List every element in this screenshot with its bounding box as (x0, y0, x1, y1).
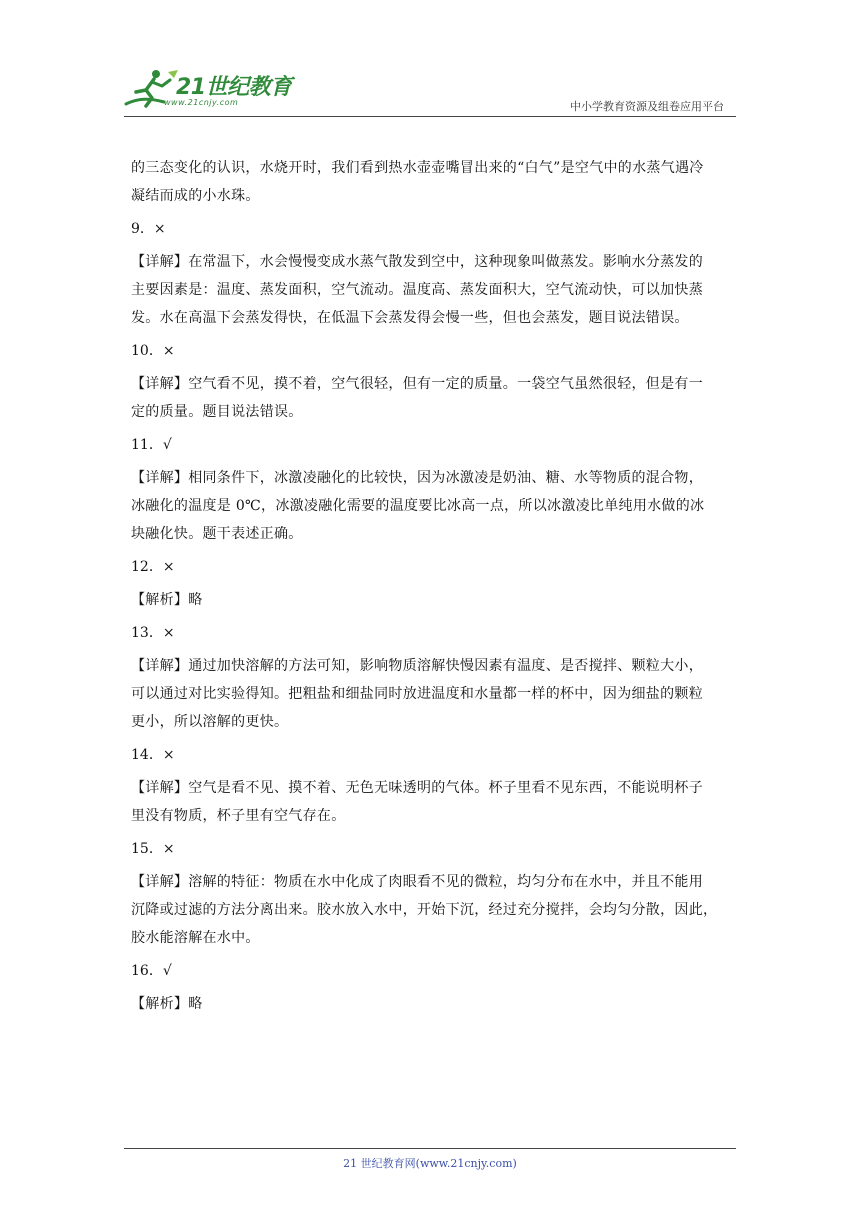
answer-item (131, 215, 735, 332)
explanation-line: 【详解】通过加快溶解的方法可知，影响物质溶解快慢因素有温度、是否搅拌、颗粒大小， (131, 658, 703, 674)
answer-item (131, 337, 735, 426)
explanation-line: 发。水在高温下会蒸发得快，在低温下会蒸发得会慢一些，但也会蒸发，题目说法错误。 (131, 310, 689, 326)
explanation-line: 块融化快。题干表述正确。 (131, 526, 303, 542)
explanation-line: 主要因素是：温度、蒸发面积，空气流动。温度高、蒸发面积大，空气流动快，可以加快蒸 (131, 282, 703, 298)
question-number: 15．× (131, 841, 175, 857)
answer-item (131, 619, 735, 736)
explanation-line: 定的质量。题目说法错误。 (131, 404, 303, 420)
explanation-line: 胶水能溶解在水中。 (131, 930, 260, 946)
answer-item (131, 741, 735, 830)
continuation-line: 的三态变化的认识，水烧开时，我们看到热水壶壶嘴冒出来的“白气”是空气中的水蒸气遇冷 (131, 160, 704, 176)
explanation-line: 冰融化的温度是 0℃，冰激凌融化需要的温度要比冰高一点，所以冰激凌比单纯用水做的冰 (131, 498, 705, 514)
answer-item (131, 553, 735, 614)
answer-content (131, 154, 735, 1018)
question-number: 12．× (131, 559, 175, 575)
site-logo (124, 68, 294, 118)
explanation-line: 【详解】溶解的特征：物质在水中化成了肉眼看不见的微粒，均匀分布在水中，并且不能用 (131, 874, 703, 890)
answer-list (131, 215, 735, 1018)
explanation-line: 更小，所以溶解的更快。 (131, 714, 289, 730)
explanation-line: 里没有物质，杯子里有空气存在。 (131, 808, 346, 824)
question-number: 16．√ (131, 963, 172, 979)
explanation-line: 【解析】略 (131, 592, 203, 608)
footer-divider (124, 1148, 736, 1149)
logo-url: www.21cnjy.com (164, 98, 239, 107)
explanation-line: 【详解】相同条件下，冰激凌融化的比较快，因为冰激凌是奶油、糖、水等物质的混合物， (131, 470, 703, 486)
answer-item (131, 957, 735, 1018)
question-number: 10．× (131, 343, 175, 359)
explanation-line: 沉降或过滤的方法分离出来。胶水放入水中，开始下沉，经过充分搅拌，会均匀分散，因此， (131, 902, 718, 918)
explanation-line: 【详解】空气看不见，摸不着，空气很轻，但有一定的质量。一袋空气虽然很轻，但是有一 (131, 376, 703, 392)
explanation-line: 【详解】在常温下，水会慢慢变成水蒸气散发到空中，这种现象叫做蒸发。影响水分蒸发的 (131, 254, 703, 270)
explanation-line: 【详解】空气是看不见、摸不着、无色无味透明的气体。杯子里看不见东西，不能说明杯子 (131, 780, 703, 796)
answer-item (131, 431, 735, 548)
question-number: 14．× (131, 747, 175, 763)
platform-name: 中小学教育资源及组卷应用平台 (570, 100, 724, 113)
explanation-line: 【解析】略 (131, 996, 203, 1012)
footer-text: 21 世纪教育网(www.21cnjy.com) (343, 1157, 517, 1170)
question-number: 9．× (131, 221, 166, 237)
question-number: 13．× (131, 625, 175, 641)
logo-text: 21世纪教育 (176, 75, 292, 100)
answer-item (131, 835, 735, 952)
page-header (0, 0, 860, 120)
continuation-line: 凝结而成的小水珠。 (131, 188, 260, 204)
explanation-line: 可以通过对比实验得知。把粗盐和细盐同时放进温度和水量都一样的杯中，因为细盐的颗粒 (131, 686, 703, 702)
header-divider (124, 116, 736, 117)
question-number: 11．√ (131, 437, 172, 453)
